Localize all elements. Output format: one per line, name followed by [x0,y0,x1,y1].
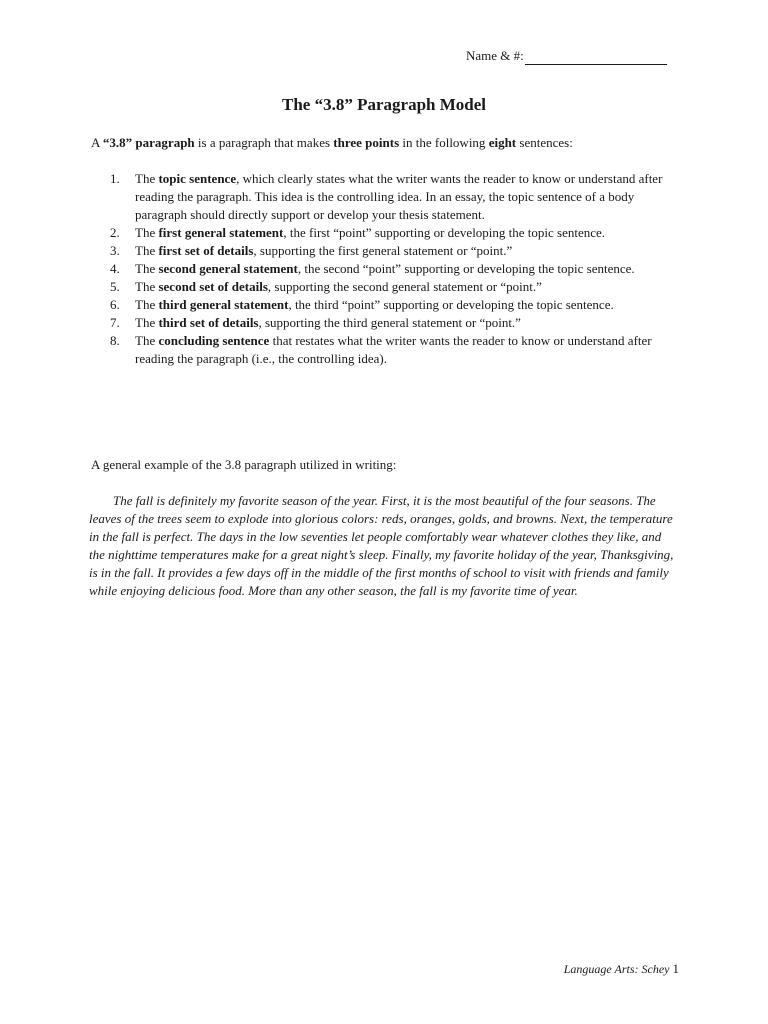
item-term: concluding sentence [158,333,270,348]
intro-text: sentences: [516,135,573,150]
item-text: The [135,297,159,312]
list-item [110,278,676,296]
item-term: topic sentence [158,171,237,186]
intro-text: in the following [399,135,489,150]
footer-course: Language Arts: Schey [563,962,670,976]
intro-text: A [91,135,103,150]
item-number: 2. [110,225,120,240]
item-text: The [135,333,159,348]
page-footer [564,960,679,978]
item-number: 1. [110,171,120,186]
item-term: second set of details [158,279,268,294]
item-number: 7. [110,315,120,330]
item-text: , the third “point” supporting or developing the topic sentence. [288,297,614,312]
example-intro: A general example of the 3.8 paragraph utilized in writing: [91,457,397,472]
item-number: 8. [110,333,120,348]
item-text: that restates what the writer wants the reader to know or understand after reading the paragraph (i.e., the controlling idea). [135,333,652,366]
name-field [466,47,667,65]
list-item [110,314,676,332]
item-text: The [135,261,159,276]
sentence-list [110,170,676,368]
list-item [110,170,676,224]
list-item [110,332,676,368]
page-title: The “3.8” Paragraph Model [282,95,486,114]
list-item [110,296,676,314]
item-number: 3. [110,243,120,258]
intro-text: is a paragraph that makes [194,135,334,150]
name-label: Name & #: [466,48,524,63]
list-item [110,224,676,242]
item-term: first general statement [158,225,284,240]
item-number: 6. [110,297,120,312]
item-term: third general statement [158,297,289,312]
item-text: , which clearly states what the writer wants the reader to know or understand after reading the paragraph. This idea is the controlling idea. In an essay, the topic sentence of a body paragraph should directly support or develop your thesis statement. [135,171,663,222]
intro-term: “3.8” paragraph [102,135,195,150]
item-term: first set of details [158,243,254,258]
item-text: The [135,315,159,330]
page-number: 1 [672,961,679,976]
list-item [110,242,676,260]
item-term: second general statement [158,261,298,276]
item-text: The [135,171,159,186]
item-text: , supporting the third general statement or “point.” [258,315,521,330]
intro-eight: eight [488,135,517,150]
example-paragraph: The fall is definitely my favorite season of the year. First, it is the most beautiful of the four seasons. The leaves of the trees seem to explode into glorious colors: reds, oranges, golds, and browns. Next, the temperature in the fall is perfect. The days in the low seventies let people comfortably wear whatever clothes they like, and the nighttime temperatures make for a great night’s sleep. Finally, my favorite holiday of the year, Thanksgiving, is in the fall. It provides a few days off in the middle of the first months of school to visit with friends and family while enjoying delicious food. More than any other season, the fall is my favorite time of year. [89,493,674,598]
item-term: third set of details [158,315,259,330]
item-text: The [135,243,159,258]
intro-sentence [91,134,681,152]
item-text: The [135,279,159,294]
item-number: 4. [110,261,120,276]
item-text: , supporting the second general statement or “point.” [267,279,542,294]
item-text: , the first “point” supporting or developing the topic sentence. [283,225,606,240]
list-item [110,260,676,278]
item-number: 5. [110,279,120,294]
name-blank-line [525,50,667,65]
intro-three-points: three points [333,135,400,150]
item-text: , the second “point” supporting or developing the topic sentence. [297,261,635,276]
item-text: , supporting the first general statement or “point.” [253,243,513,258]
item-text: The [135,225,159,240]
